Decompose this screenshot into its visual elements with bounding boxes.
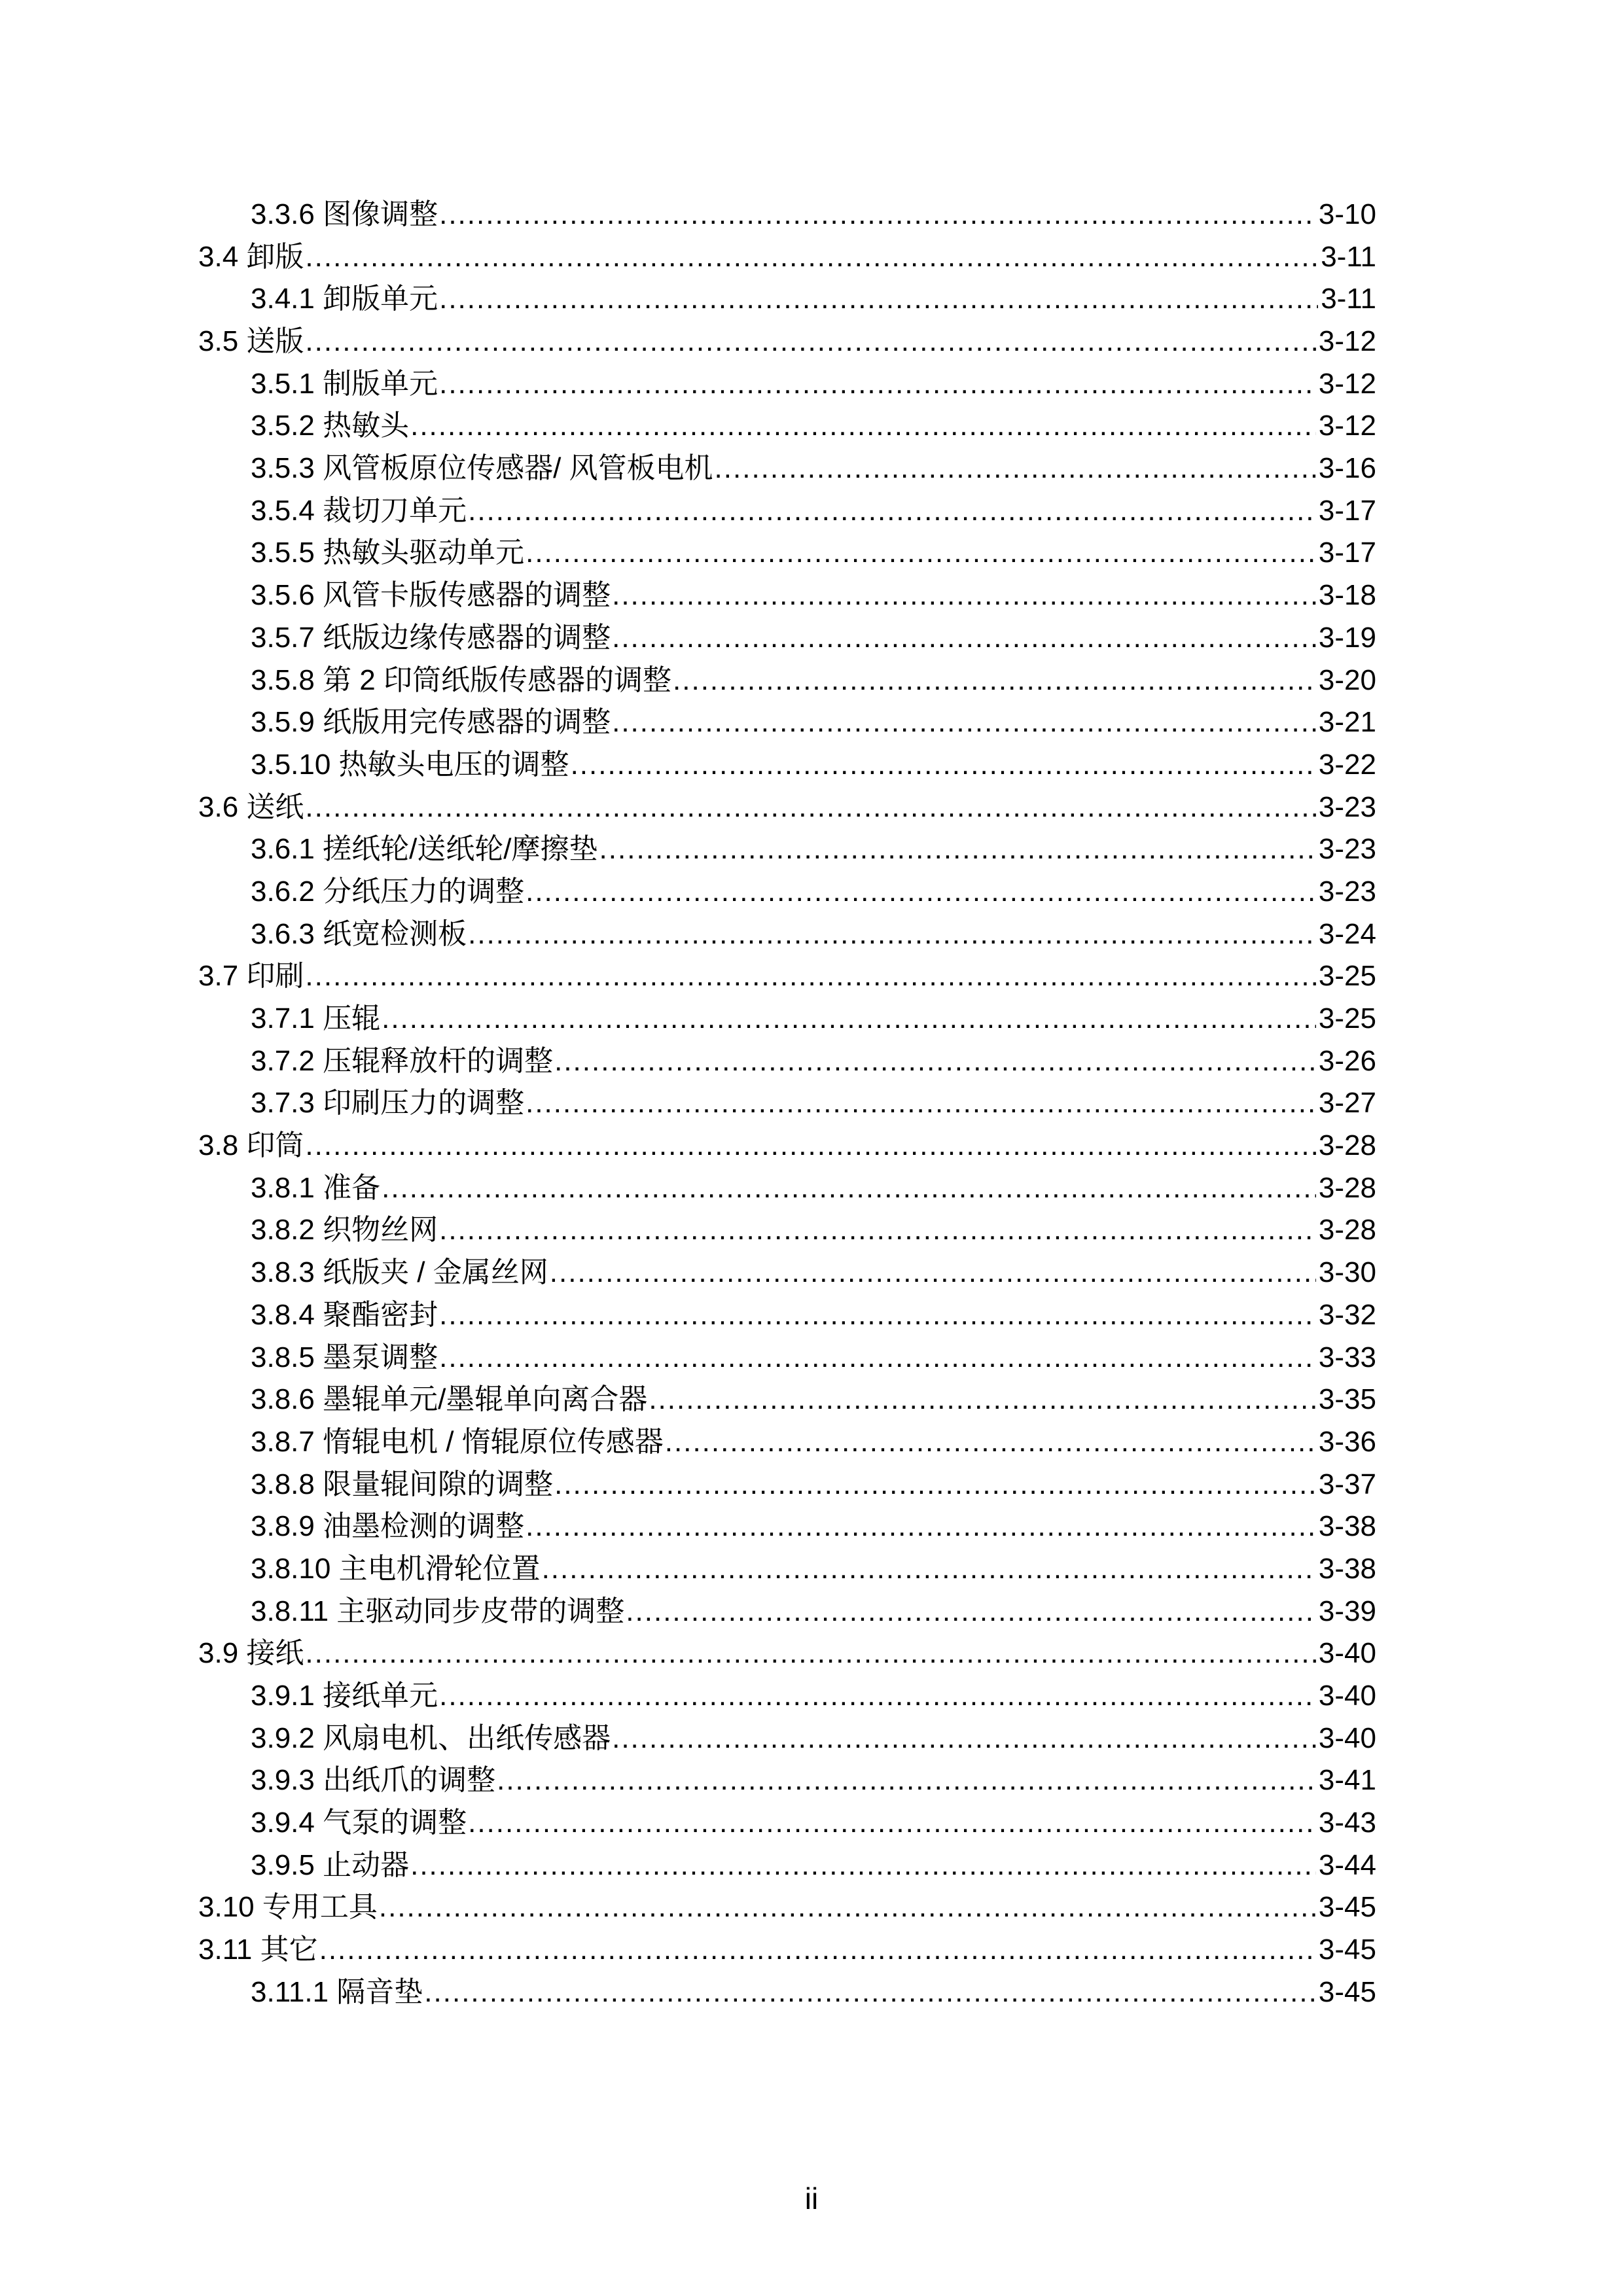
toc-entry-page: 3-17 (1318, 494, 1376, 527)
toc-dot-leader (439, 1294, 1316, 1337)
toc-entry-page: 3-24 (1318, 917, 1376, 950)
toc-entry-page: 3-35 (1318, 1383, 1376, 1416)
toc-subsection-entry[interactable] (198, 1421, 1376, 1464)
toc-entry-title: 3.3.6 图像调整 (251, 198, 438, 230)
toc-entry-page: 3-36 (1318, 1425, 1376, 1458)
toc-entry-page: 3-28 (1318, 1214, 1376, 1246)
toc-subsection-entry[interactable] (198, 1971, 1376, 2014)
toc-section-entry[interactable] (198, 236, 1376, 279)
toc-dot-leader (665, 1421, 1316, 1464)
toc-entry-page: 3-21 (1318, 706, 1376, 739)
toc-subsection-entry[interactable] (198, 490, 1376, 533)
toc-subsection-entry[interactable] (198, 405, 1376, 448)
toc-subsection-entry[interactable] (198, 194, 1376, 236)
toc-subsection-entry[interactable] (198, 1675, 1376, 1718)
toc-dot-leader (571, 744, 1316, 786)
toc-dot-leader (526, 1082, 1316, 1125)
toc-entry-page: 3-19 (1318, 621, 1376, 654)
toc-entry-page: 3-28 (1318, 1171, 1376, 1204)
toc-entry-title: 3.8.1 准备 (251, 1171, 381, 1204)
toc-section-entry[interactable] (198, 321, 1376, 363)
toc-entry-title: 3.7.3 印刷压力的调整 (251, 1087, 525, 1120)
toc-entry-title: 3.7.1 压辊 (251, 1002, 381, 1035)
toc-entry-page: 3-45 (1318, 1934, 1376, 1966)
toc-entry-page: 3-20 (1318, 663, 1376, 696)
toc-entry-title: 3.8.3 纸版夹 / 金属丝网 (251, 1256, 548, 1289)
toc-entry-page: 3-45 (1318, 1975, 1376, 2008)
toc-subsection-entry[interactable] (198, 278, 1376, 321)
toc-subsection-entry[interactable] (198, 1718, 1376, 1760)
toc-dot-leader (468, 1802, 1316, 1845)
toc-dot-leader (382, 998, 1316, 1040)
toc-entry-page: 3-37 (1318, 1468, 1376, 1500)
toc-subsection-entry[interactable] (198, 1167, 1376, 1210)
toc-dot-leader (612, 574, 1316, 617)
toc-section-entry[interactable] (198, 1633, 1376, 1675)
toc-section-entry[interactable] (198, 1887, 1376, 1930)
toc-entry-title: 3.8 印筒 (198, 1129, 304, 1162)
toc-dot-leader (305, 786, 1316, 829)
toc-dot-leader (410, 1845, 1316, 1887)
toc-entry-title: 3.5.7 纸版边缘传感器的调整 (251, 621, 611, 654)
toc-entry-title: 3.6.3 纸宽检测板 (251, 917, 467, 950)
toc-entry-title: 3.8.5 墨泵调整 (251, 1341, 438, 1373)
toc-dot-leader (439, 1209, 1316, 1252)
toc-subsection-entry[interactable] (198, 574, 1376, 617)
toc-entry-page: 3-23 (1318, 875, 1376, 908)
toc-entry-page: 3-25 (1318, 1002, 1376, 1035)
toc-entry-page: 3-30 (1318, 1256, 1376, 1289)
toc-entry-page: 3-23 (1318, 833, 1376, 866)
toc-entry-page: 3-10 (1318, 198, 1376, 230)
toc-dot-leader (612, 701, 1316, 744)
toc-subsection-entry[interactable] (198, 913, 1376, 956)
toc-section-entry[interactable] (198, 955, 1376, 998)
toc-entry-title: 3.8.7 惰辊电机 / 惰辊原位传感器 (251, 1425, 664, 1458)
toc-entry-title: 3.11.1 隔音垫 (251, 1975, 423, 2008)
toc-dot-leader (305, 321, 1316, 363)
toc-entry-page: 3-11 (1321, 240, 1376, 273)
toc-entry-page: 3-18 (1318, 579, 1376, 612)
toc-subsection-entry[interactable] (198, 660, 1376, 702)
toc-dot-leader (468, 490, 1316, 533)
toc-dot-leader (554, 1040, 1316, 1083)
toc-subsection-entry[interactable] (198, 1591, 1376, 1633)
toc-entry-title: 3.9 接纸 (198, 1637, 304, 1670)
toc-entry-page: 3-23 (1318, 790, 1376, 823)
toc-entry-title: 3.4.1 卸版单元 (251, 283, 438, 315)
toc-entry-title: 3.5.5 热敏头驱动单元 (251, 537, 525, 569)
toc-entry-title: 3.9.1 接纸单元 (251, 1680, 438, 1712)
toc-entry-title: 3.5.6 风管卡版传感器的调整 (251, 579, 611, 612)
toc-entry-page: 3-28 (1318, 1129, 1376, 1162)
toc-subsection-entry[interactable] (198, 1252, 1376, 1294)
toc-entry-page: 3-45 (1318, 1891, 1376, 1924)
toc-entry-page: 3-12 (1318, 410, 1376, 442)
toc-subsection-entry[interactable] (198, 1548, 1376, 1591)
toc-dot-leader (305, 236, 1318, 279)
toc-entry-title: 3.9.2 风扇电机、出纸传感器 (251, 1722, 611, 1754)
toc-dot-leader (424, 1971, 1316, 2014)
toc-dot-leader (612, 617, 1316, 660)
toc-dot-leader (305, 1633, 1316, 1675)
toc-entry-page: 3-40 (1318, 1722, 1376, 1754)
toc-entry-title: 3.5.3 风管板原位传感器/ 风管板电机 (251, 452, 713, 485)
toc-entry-title: 3.8.11 主驱动同步皮带的调整 (251, 1595, 625, 1627)
toc-subsection-entry[interactable] (198, 744, 1376, 786)
toc-entry-title: 3.9.5 止动器 (251, 1848, 410, 1881)
toc-dot-leader (612, 1718, 1316, 1760)
toc-subsection-entry[interactable] (198, 1802, 1376, 1845)
toc-dot-leader (526, 1506, 1316, 1548)
toc-entry-page: 3-27 (1318, 1087, 1376, 1120)
toc-entry-page: 3-32 (1318, 1298, 1376, 1331)
toc-subsection-entry[interactable] (198, 1040, 1376, 1083)
toc-entry-title: 3.5.9 纸版用完传感器的调整 (251, 706, 611, 739)
toc-entry-title: 3.7 印刷 (198, 960, 304, 993)
toc-entry-title: 3.8.8 限量辊间隙的调整 (251, 1468, 554, 1500)
toc-entry-page: 3-40 (1318, 1680, 1376, 1712)
toc-subsection-entry[interactable] (198, 1464, 1376, 1506)
toc-dot-leader (599, 828, 1316, 871)
toc-entry-title: 3.9.3 出纸爪的调整 (251, 1764, 496, 1797)
toc-subsection-entry[interactable] (198, 998, 1376, 1040)
toc-entry-title: 3.5 送版 (198, 325, 304, 358)
toc-subsection-entry[interactable] (198, 448, 1376, 490)
toc-dot-leader (410, 405, 1316, 448)
toc-subsection-entry[interactable] (198, 1337, 1376, 1379)
toc-subsection-entry[interactable] (198, 363, 1376, 406)
toc-entry-title: 3.6.2 分纸压力的调整 (251, 875, 525, 908)
toc-entry-title: 3.10 专用工具 (198, 1891, 378, 1924)
toc-entry-page: 3-43 (1318, 1807, 1376, 1839)
table-of-contents (198, 194, 1376, 2014)
toc-entry-page: 3-41 (1318, 1764, 1376, 1797)
toc-dot-leader (526, 532, 1316, 574)
toc-entry-page: 3-38 (1318, 1552, 1376, 1585)
toc-subsection-entry[interactable] (198, 871, 1376, 913)
toc-dot-leader (319, 1929, 1316, 1971)
toc-dot-leader (554, 1464, 1316, 1506)
toc-entry-title: 3.8.2 织物丝网 (251, 1214, 438, 1246)
toc-dot-leader (439, 194, 1316, 236)
toc-section-entry[interactable] (198, 1929, 1376, 1971)
toc-subsection-entry[interactable] (198, 1082, 1376, 1125)
toc-subsection-entry[interactable] (198, 533, 1376, 575)
toc-subsection-entry[interactable] (198, 1506, 1376, 1548)
toc-subsection-entry[interactable] (198, 1845, 1376, 1887)
toc-subsection-entry[interactable] (198, 828, 1376, 871)
toc-entry-title: 3.6.1 搓纸轮/送纸轮/摩擦垫 (251, 833, 598, 866)
toc-subsection-entry[interactable] (198, 1759, 1376, 1802)
toc-dot-leader (673, 660, 1316, 702)
toc-entry-page: 3-11 (1321, 283, 1376, 315)
toc-entry-title: 3.9.4 气泵的调整 (251, 1807, 467, 1839)
toc-entry-title: 3.8.10 主电机滑轮位置 (251, 1552, 541, 1585)
toc-entry-page: 3-25 (1318, 960, 1376, 993)
toc-entry-title: 3.6 送纸 (198, 790, 304, 823)
toc-dot-leader (526, 871, 1316, 913)
toc-entry-title: 3.7.2 压辊释放杆的调整 (251, 1044, 554, 1077)
toc-dot-leader (439, 1675, 1316, 1718)
toc-subsection-entry[interactable] (198, 617, 1376, 660)
toc-entry-page: 3-17 (1318, 537, 1376, 569)
toc-subsection-entry[interactable] (198, 1379, 1376, 1421)
toc-entry-title: 3.11 其它 (198, 1934, 318, 1966)
toc-entry-title: 3.8.4 聚酯密封 (251, 1298, 438, 1331)
toc-entry-page: 3-40 (1318, 1637, 1376, 1670)
toc-entry-page: 3-26 (1318, 1044, 1376, 1077)
toc-entry-title: 3.8.6 墨辊单元/墨辊单向离合器 (251, 1383, 648, 1416)
toc-dot-leader (649, 1379, 1316, 1421)
toc-dot-leader (550, 1252, 1316, 1294)
toc-dot-leader (468, 913, 1316, 956)
toc-entry-title: 3.5.8 第 2 印筒纸版传感器的调整 (251, 663, 672, 696)
toc-entry-page: 3-38 (1318, 1510, 1376, 1543)
toc-dot-leader (379, 1886, 1316, 1929)
toc-entry-page: 3-39 (1318, 1595, 1376, 1627)
toc-subsection-entry[interactable] (198, 701, 1376, 744)
toc-entry-page: 3-12 (1318, 367, 1376, 400)
toc-dot-leader (715, 448, 1316, 490)
toc-dot-leader (305, 1125, 1316, 1167)
page-number: ii (804, 2181, 819, 2216)
toc-entry-title: 3.5.10 热敏头电压的调整 (251, 748, 569, 781)
toc-entry-page: 3-12 (1318, 325, 1376, 358)
toc-entry-title: 3.5.4 裁切刀单元 (251, 494, 467, 527)
toc-section-entry[interactable] (198, 786, 1376, 829)
toc-section-entry[interactable] (198, 1125, 1376, 1167)
toc-subsection-entry[interactable] (198, 1294, 1376, 1337)
toc-dot-leader (382, 1167, 1316, 1210)
toc-entry-page: 3-44 (1318, 1848, 1376, 1881)
toc-entry-title: 3.5.1 制版单元 (251, 367, 438, 400)
toc-subsection-entry[interactable] (198, 1210, 1376, 1252)
toc-dot-leader (497, 1759, 1316, 1802)
toc-dot-leader (542, 1548, 1316, 1591)
toc-entry-title: 3.4 卸版 (198, 240, 304, 273)
toc-dot-leader (439, 363, 1316, 406)
toc-entry-page: 3-16 (1318, 452, 1376, 485)
toc-dot-leader (305, 955, 1316, 998)
toc-dot-leader (626, 1591, 1316, 1633)
toc-entry-title: 3.5.2 热敏头 (251, 410, 410, 442)
toc-dot-leader (439, 1337, 1316, 1379)
toc-dot-leader (439, 278, 1318, 321)
toc-entry-page: 3-33 (1318, 1341, 1376, 1373)
toc-entry-page: 3-22 (1318, 748, 1376, 781)
toc-entry-title: 3.8.9 油墨检测的调整 (251, 1510, 525, 1543)
